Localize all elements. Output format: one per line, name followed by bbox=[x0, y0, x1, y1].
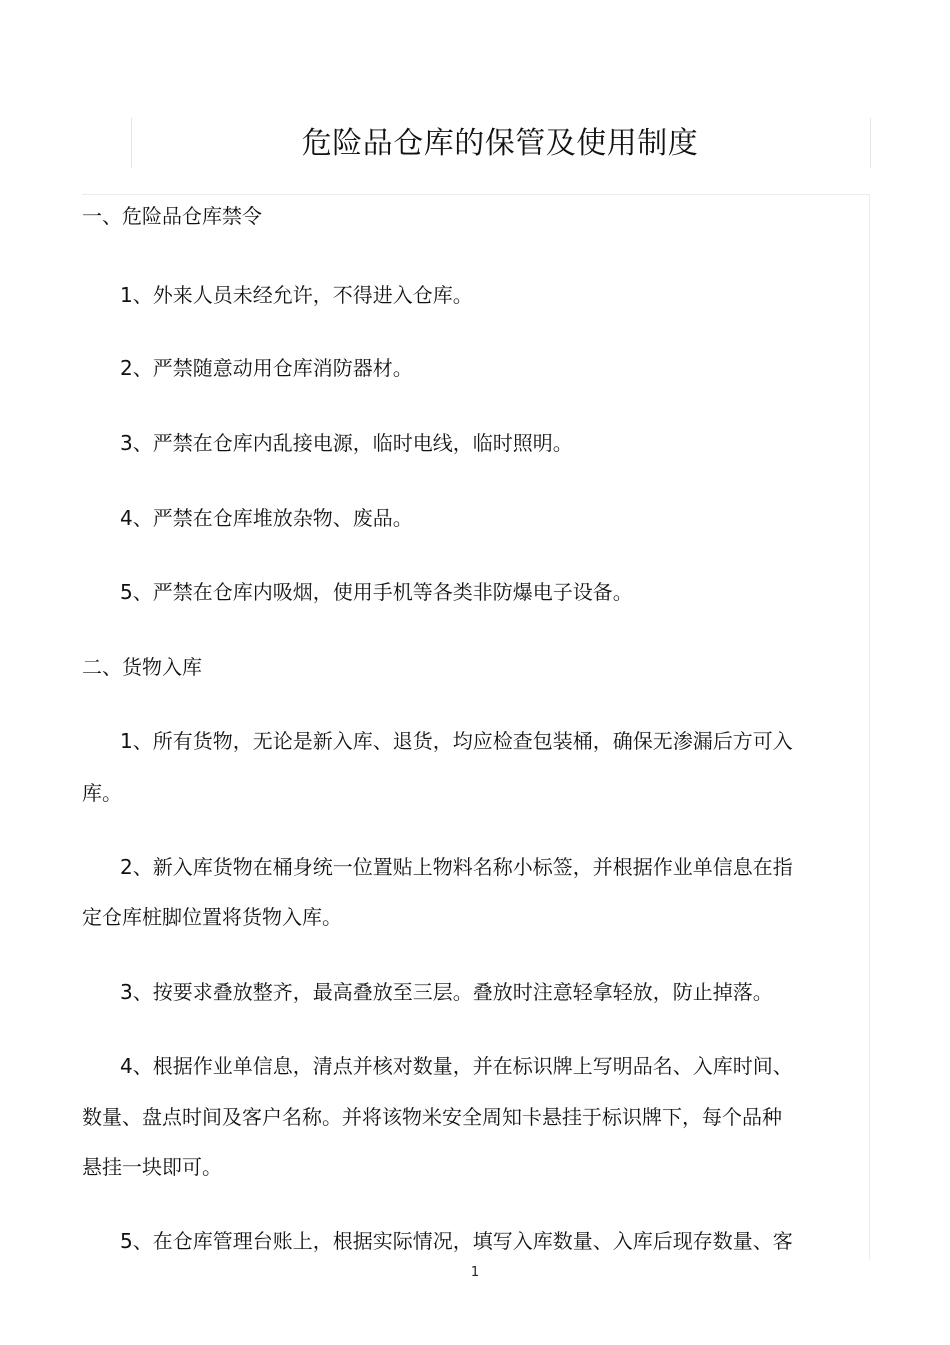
prohibition-item-5: 5、严禁在仓库内吸烟，使用手机等各类非防爆电子设备。 bbox=[120, 580, 633, 604]
document-title: 危险品仓库的保管及使用制度 bbox=[301, 126, 699, 161]
warehousing-item-1-line-1: 1、所有货物，无论是新入库、退货，均应检查包装桶，确保无渗漏后方可入 bbox=[120, 729, 793, 753]
prohibition-item-3: 3、严禁在仓库内乱接电源，临时电线，临时照明。 bbox=[120, 431, 573, 455]
warehousing-item-5-line-1: 5、在仓库管理台账上，根据实际情况，填写入库数量、入库后现存数量、客 bbox=[120, 1229, 793, 1253]
page-number: 1 bbox=[470, 1265, 480, 1280]
warehousing-item-4-line-1: 4、根据作业单信息，清点并核对数量，并在标识牌上写明品名、入库时间、 bbox=[120, 1054, 793, 1078]
prohibition-item-2: 2、严禁随意动用仓库消防器材。 bbox=[120, 356, 413, 380]
prohibition-item-1: 1、外来人员未经允许，不得进入仓库。 bbox=[120, 283, 473, 307]
warehousing-item-2-line-2: 定仓库桩脚位置将货物入库。 bbox=[82, 905, 342, 929]
section-heading-prohibitions: 一、危险品仓库禁令 bbox=[82, 204, 262, 228]
warehousing-item-2-line-1: 2、新入库货物在桶身统一位置贴上物料名称小标签，并根据作业单信息在指 bbox=[120, 855, 793, 879]
warehousing-item-3: 3、按要求叠放整齐，最高叠放至三层。叠放时注意轻拿轻放，防止掉落。 bbox=[120, 980, 773, 1004]
warehousing-item-4-line-2: 数量、盘点时间及客户名称。并将该物米安全周知卡悬挂于标识牌下，每个品种 bbox=[82, 1105, 782, 1129]
section-heading-warehousing: 二、货物入库 bbox=[82, 655, 202, 679]
content-top-border bbox=[82, 194, 870, 195]
warehousing-item-1-line-2: 库。 bbox=[82, 781, 122, 805]
warehousing-item-4-line-3: 悬挂一块即可。 bbox=[82, 1155, 222, 1179]
prohibition-item-4: 4、严禁在仓库堆放杂物、废品。 bbox=[120, 506, 413, 530]
